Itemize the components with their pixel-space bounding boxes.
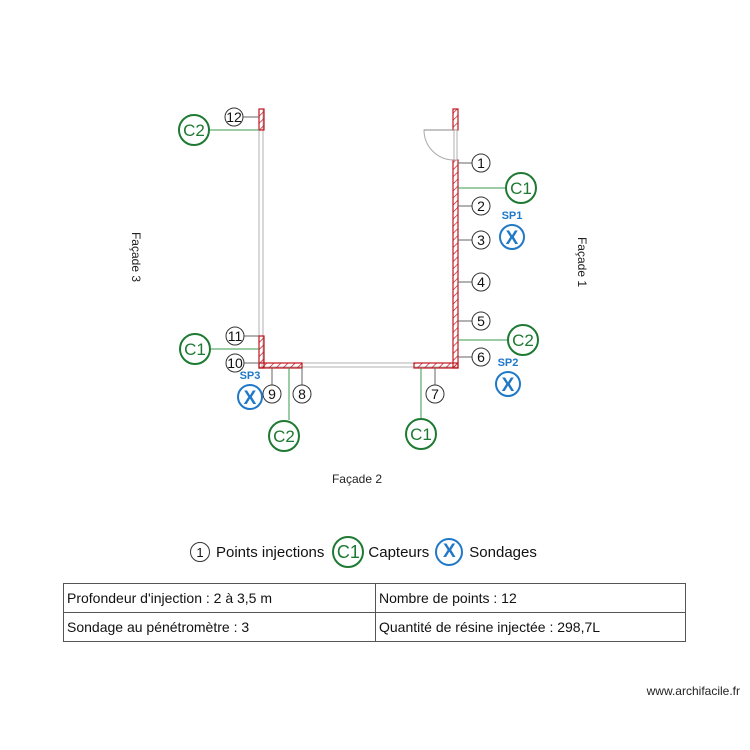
injection-point-label: 5 xyxy=(477,313,485,329)
sondage-label: SP3 xyxy=(239,370,261,382)
right-treated-wall xyxy=(453,109,458,368)
injection-point-label: 12 xyxy=(226,109,242,125)
table-cell: Quantité de résine injectée : 298,7L xyxy=(376,613,686,642)
sondage-icon: X xyxy=(435,538,463,566)
sondage xyxy=(238,370,262,409)
sondage xyxy=(496,357,520,396)
table-cell: Nombre de points : 12 xyxy=(376,584,686,613)
legend-sondages-label: Sondages xyxy=(469,543,537,561)
sondage-label: SP2 xyxy=(497,357,519,369)
capteur xyxy=(458,325,538,355)
injection-point xyxy=(263,368,281,403)
injection-point-label: 11 xyxy=(227,328,243,344)
table-row xyxy=(64,584,686,613)
capteur-symbol: C1 xyxy=(332,536,364,568)
table-cell: Profondeur d'injection : 2 à 3,5 m xyxy=(64,584,376,613)
capteur xyxy=(180,334,259,364)
facade-2-label: Façade 2 xyxy=(331,472,383,486)
injection-point-label: 6 xyxy=(477,349,485,365)
sondage-symbol: X xyxy=(243,388,257,409)
injection-point-label: 2 xyxy=(477,198,485,214)
door-icon xyxy=(424,130,454,160)
sondage-label: SP1 xyxy=(501,210,523,222)
point-injection-symbol: 1 xyxy=(190,542,210,562)
injection-point-label: 9 xyxy=(268,386,276,402)
injection-point xyxy=(458,273,490,291)
table-cell: Sondage au pénétromètre : 3 xyxy=(64,613,376,642)
injection-point xyxy=(458,231,490,249)
injection-point xyxy=(458,312,490,330)
injection-point xyxy=(426,368,444,403)
footer-link[interactable]: www.archifacile.fr xyxy=(646,684,740,698)
facade-3-label: Façade 3 xyxy=(129,231,143,283)
injection-points xyxy=(225,108,490,403)
injection-point xyxy=(225,108,259,126)
injection-point-label: 7 xyxy=(431,386,439,402)
injection-point-label: 4 xyxy=(477,274,485,290)
legend-capteurs-label: Capteurs xyxy=(368,543,430,561)
capteur xyxy=(406,368,436,449)
info-table xyxy=(63,583,686,642)
facade-1-label: Façade 1 xyxy=(575,236,589,288)
capteur-label: C2 xyxy=(183,121,205,140)
capteur-label: C2 xyxy=(273,427,295,446)
table-row xyxy=(64,613,686,642)
capteur xyxy=(269,368,299,451)
injection-point xyxy=(293,368,311,403)
sondage xyxy=(500,210,524,249)
sondage-symbol: X xyxy=(505,228,519,249)
capteur-label: C1 xyxy=(410,425,432,444)
injection-point xyxy=(458,348,490,366)
capteur-label: C1 xyxy=(184,340,206,359)
sondage-symbol: X xyxy=(501,375,515,396)
legend xyxy=(190,537,537,567)
legend-points-label: Points injections xyxy=(216,543,325,561)
injection-point-label: 3 xyxy=(477,232,485,248)
capteur-label: C2 xyxy=(512,331,534,350)
injection-point-label: 1 xyxy=(477,155,485,171)
injection-point xyxy=(226,327,259,345)
left-wall xyxy=(259,109,263,367)
injection-point-label: 8 xyxy=(298,386,306,402)
injection-point xyxy=(458,154,490,172)
capteur-label: C1 xyxy=(510,179,532,198)
capteur xyxy=(179,115,259,145)
injection-point xyxy=(458,197,490,215)
capteur xyxy=(458,173,536,203)
injection-point-label: 10 xyxy=(227,355,243,371)
